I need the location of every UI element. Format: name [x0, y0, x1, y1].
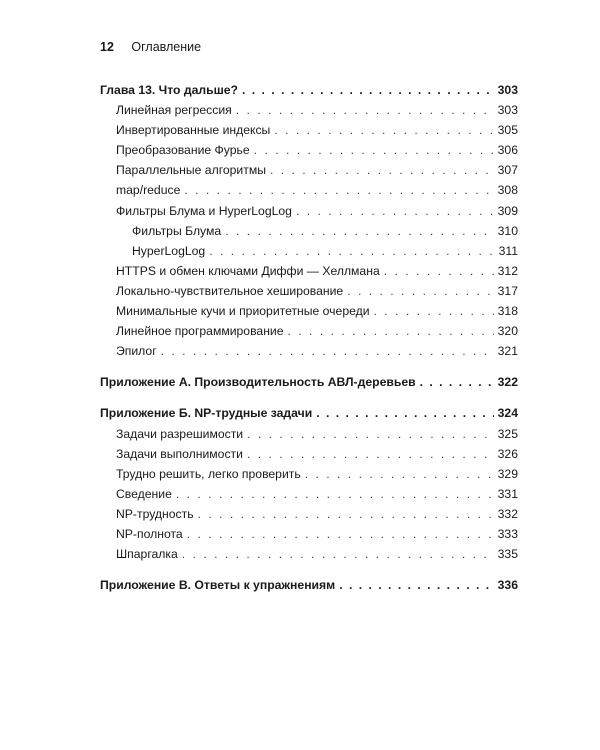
- toc-section-entry: [100, 341, 518, 361]
- entry-page-number: 331: [497, 486, 518, 501]
- entry-page-number: 320: [497, 324, 518, 339]
- dot-leader: [288, 321, 494, 341]
- entry-title: NP-трудность: [116, 506, 194, 521]
- entry-title: Задачи выполнимости: [116, 446, 243, 461]
- entry-title: Параллельные алгоритмы: [116, 163, 266, 178]
- dot-leader: [254, 140, 494, 160]
- section-gap: [100, 564, 518, 575]
- entry-title: Шпаргалка: [116, 547, 178, 562]
- entry-title: HTTPS и обмен ключами Диффи — Хеллмана: [116, 263, 380, 278]
- toc-section-entry: [100, 281, 518, 301]
- dot-leader: [316, 403, 493, 423]
- entry-title: Линейная регрессия: [116, 103, 232, 118]
- dot-leader: [384, 261, 494, 281]
- dot-leader: [225, 221, 493, 241]
- toc-section-entry: [100, 544, 518, 564]
- running-header: [100, 40, 201, 54]
- dot-leader: [347, 281, 493, 301]
- entry-page-number: 306: [497, 143, 518, 158]
- entry-page-number: 310: [497, 223, 518, 238]
- toc-section-entry: [100, 301, 518, 321]
- entry-page-number: 322: [497, 375, 518, 390]
- toc-section-entry: [100, 160, 518, 180]
- entry-page-number: 309: [497, 203, 518, 218]
- dot-leader: [176, 484, 494, 504]
- entry-title: Эпилог: [116, 344, 157, 359]
- entry-page-number: 303: [497, 103, 518, 118]
- entry-page-number: 336: [497, 578, 518, 593]
- section-gap: [100, 392, 518, 403]
- toc-subsection-entry: [100, 241, 518, 261]
- dot-leader: [296, 201, 494, 221]
- entry-page-number: 333: [497, 526, 518, 541]
- entry-title: HyperLogLog: [132, 243, 206, 258]
- dot-leader: [161, 341, 494, 361]
- header-title: Оглавление: [131, 40, 202, 54]
- dot-leader: [270, 160, 494, 180]
- entry-title: Приложение В. Ответы к упражнениям: [100, 578, 336, 593]
- dot-leader: [420, 372, 494, 392]
- dot-leader: [182, 544, 494, 564]
- entry-title: Минимальные кучи и приоритетные очереди: [116, 304, 370, 319]
- entry-title: Локально-чувствительное хеширование: [116, 283, 344, 298]
- entry-page-number: 311: [498, 243, 518, 258]
- entry-title: Приложение А. Производительность АВЛ-деревьев: [100, 375, 416, 390]
- dot-leader: [209, 241, 494, 261]
- toc-section-entry: [100, 424, 518, 444]
- entry-title: Линейное программирование: [116, 324, 284, 339]
- entry-page-number: 317: [497, 283, 518, 298]
- toc-section-entry: [100, 201, 518, 221]
- toc-section-entry: [100, 100, 518, 120]
- entry-title: Сведение: [116, 486, 172, 501]
- dot-leader: [274, 120, 493, 140]
- entry-title: Преобразование Фурье: [116, 143, 250, 158]
- toc-section-entry: [100, 484, 518, 504]
- entry-page-number: 326: [497, 446, 518, 461]
- entry-title: Инвертированные индексы: [116, 123, 271, 138]
- toc-section-entry: [100, 180, 518, 200]
- entry-page-number: 312: [497, 263, 518, 278]
- table-of-contents: [100, 80, 518, 595]
- entry-page-number: 308: [497, 183, 518, 198]
- dot-leader: [247, 424, 494, 444]
- toc-chapter-entry: [100, 575, 518, 595]
- entry-page-number: 321: [497, 344, 518, 359]
- toc-chapter-entry: [100, 372, 518, 392]
- entry-title: Фильтры Блума и HyperLogLog: [116, 203, 292, 218]
- entry-page-number: 332: [497, 506, 518, 521]
- entry-page-number: 324: [497, 406, 518, 421]
- section-gap: [100, 361, 518, 372]
- entry-title: Фильтры Блума: [132, 223, 222, 238]
- dot-leader: [187, 524, 494, 544]
- entry-title: NP-полнота: [116, 526, 183, 541]
- page-number: 12: [100, 40, 114, 54]
- toc-section-entry: [100, 444, 518, 464]
- toc-section-entry: [100, 464, 518, 484]
- dot-leader: [236, 100, 494, 120]
- toc-section-entry: [100, 120, 518, 140]
- dot-leader: [198, 504, 494, 524]
- toc-section-entry: [100, 524, 518, 544]
- toc-section-entry: [100, 261, 518, 281]
- entry-title: Трудно решить, легко проверить: [116, 466, 301, 481]
- entry-page-number: 305: [497, 123, 518, 138]
- toc-chapter-entry: [100, 403, 518, 423]
- toc-section-entry: [100, 140, 518, 160]
- entry-title: map/reduce: [116, 183, 181, 198]
- entry-page-number: 329: [497, 466, 518, 481]
- dot-leader: [374, 301, 494, 321]
- dot-leader: [305, 464, 494, 484]
- entry-title: Приложение Б. NP-трудные задачи: [100, 406, 313, 421]
- dot-leader: [242, 80, 494, 100]
- entry-page-number: 307: [497, 163, 518, 178]
- toc-section-entry: [100, 504, 518, 524]
- dot-leader: [184, 180, 493, 200]
- entry-page-number: 303: [497, 83, 518, 97]
- entry-title: Глава 13. Что дальше?: [100, 83, 238, 97]
- entry-page-number: 335: [497, 547, 518, 562]
- dot-leader: [247, 444, 494, 464]
- entry-title: Задачи разрешимости: [116, 426, 244, 441]
- entry-page-number: 318: [497, 304, 518, 319]
- entry-page-number: 325: [497, 426, 518, 441]
- toc-chapter-entry: [100, 80, 518, 100]
- toc-subsection-entry: [100, 221, 518, 241]
- toc-section-entry: [100, 321, 518, 341]
- dot-leader: [339, 575, 493, 595]
